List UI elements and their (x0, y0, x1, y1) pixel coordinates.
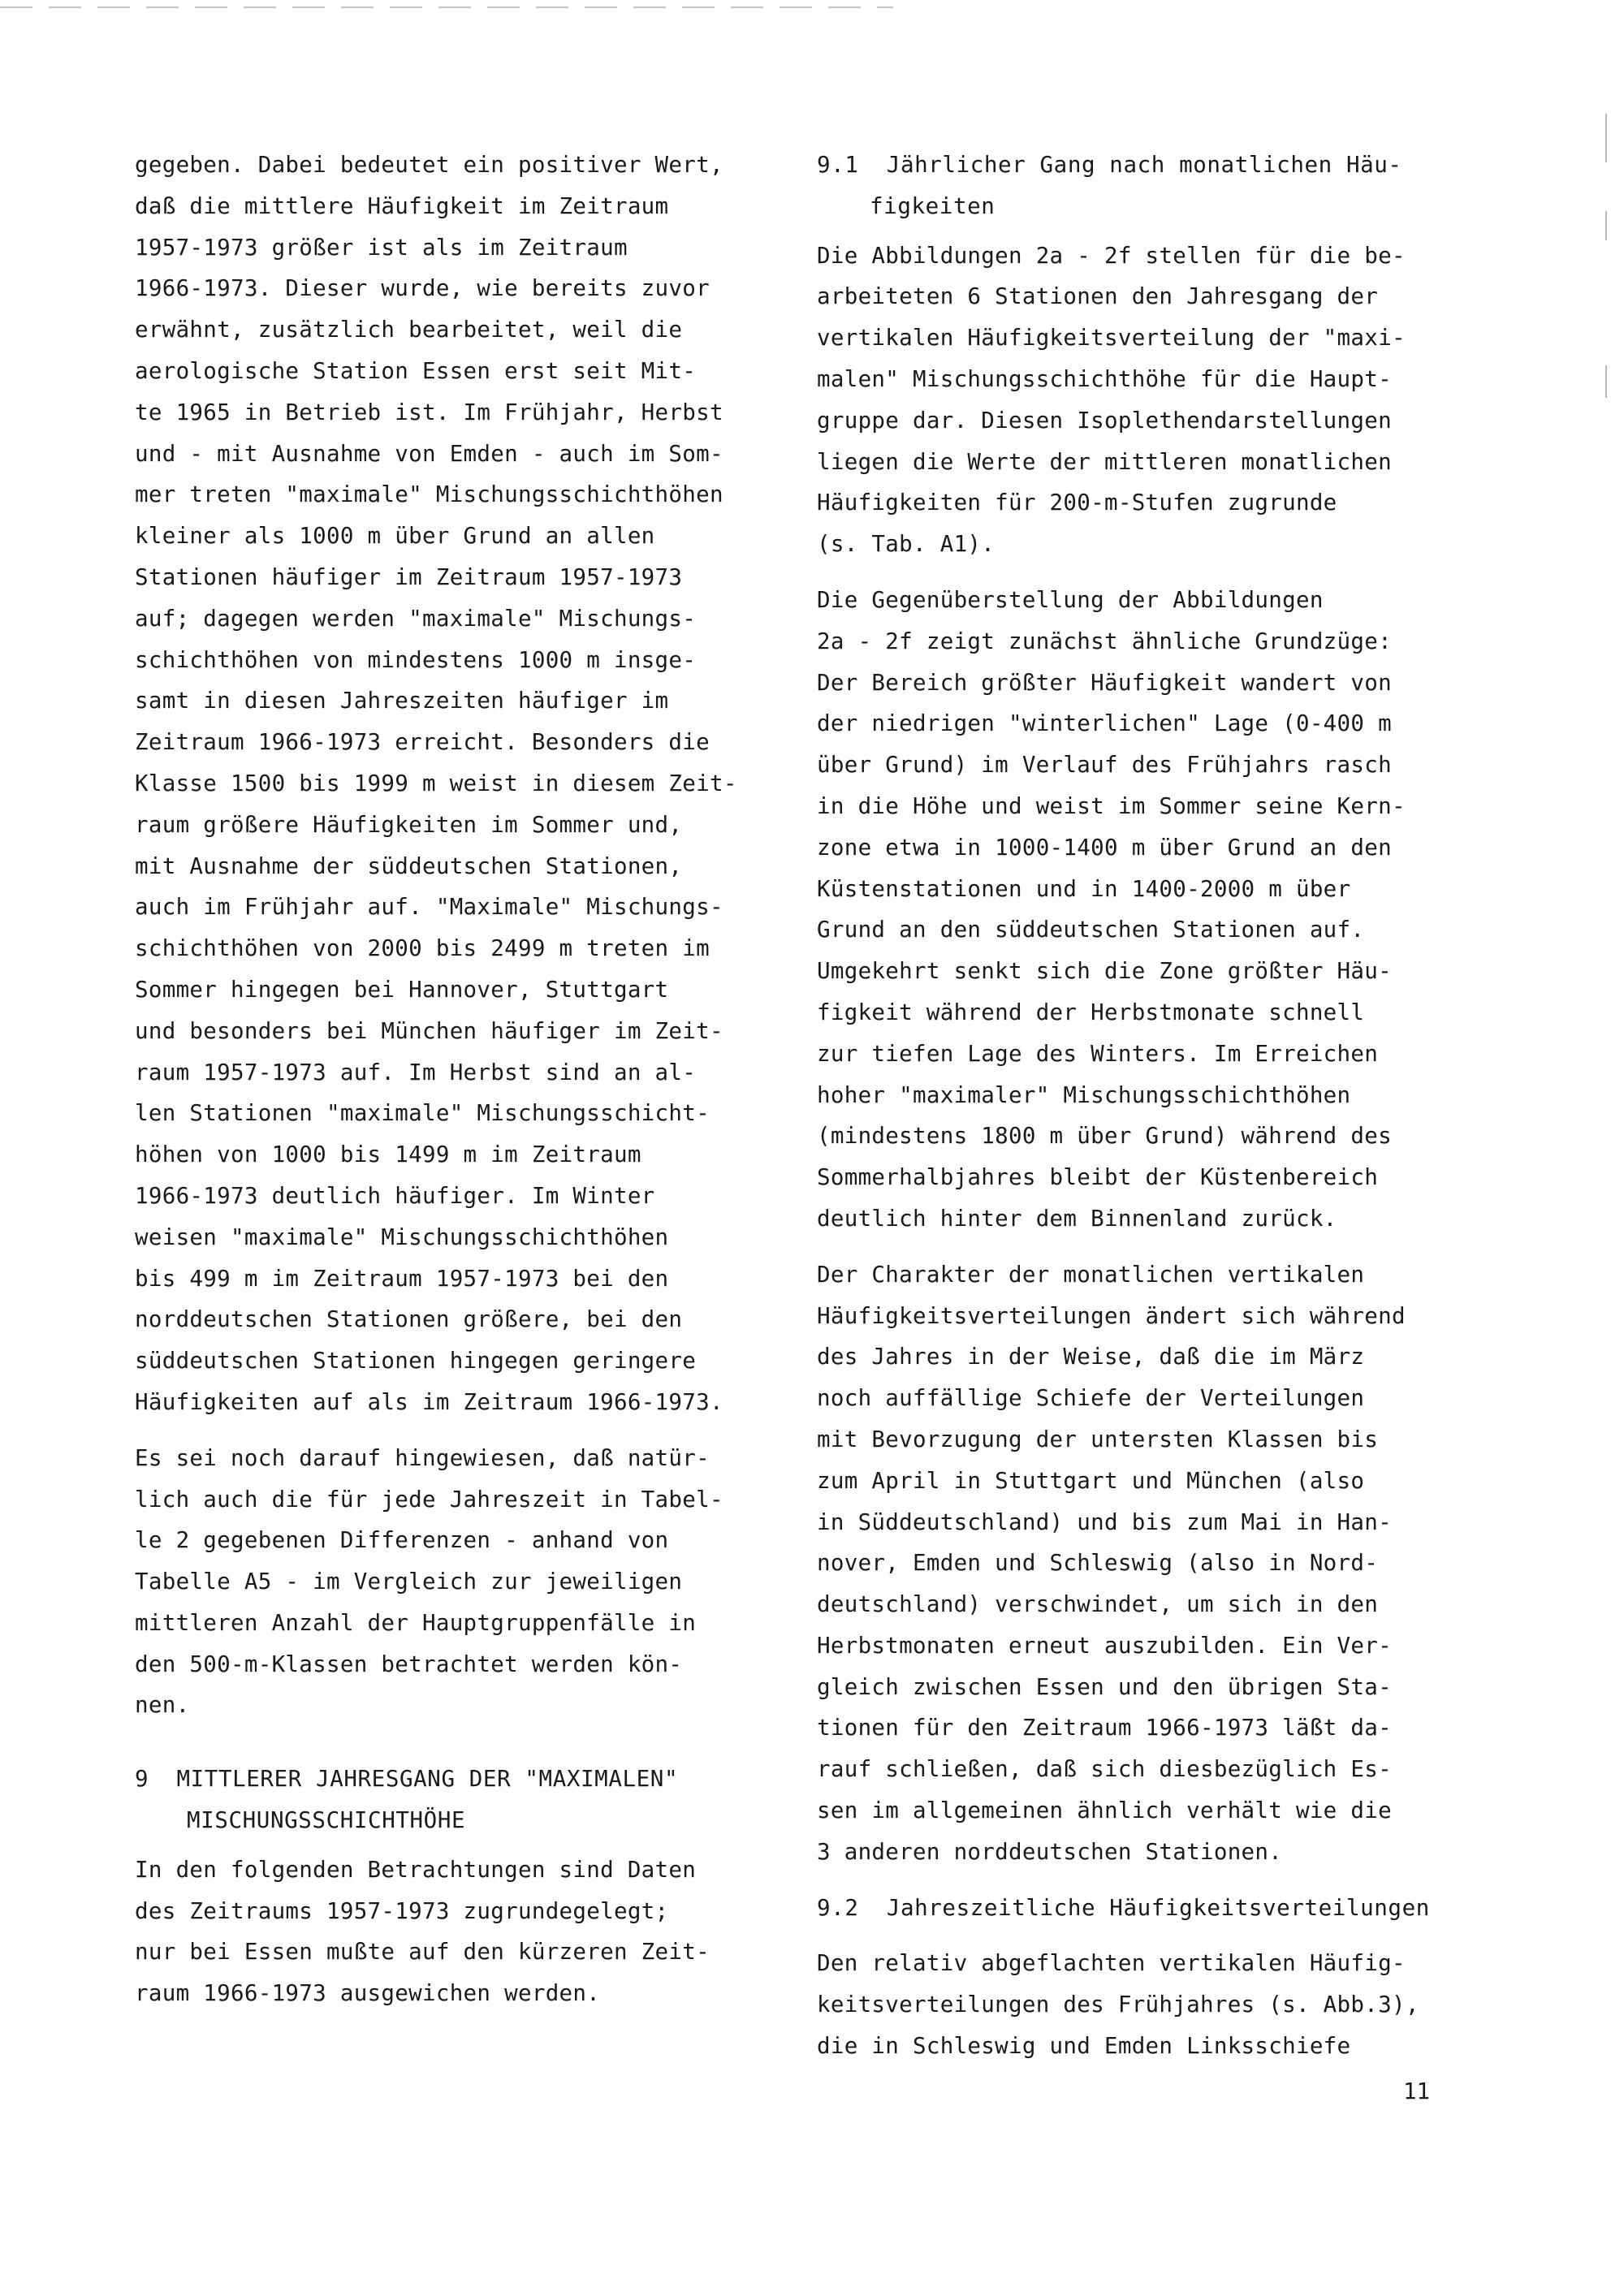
text-line: nover, Emden und Schleswig (also in Nord- (817, 1550, 1379, 1577)
text-line: mit Bevorzugung der untersten Klassen bis (817, 1426, 1379, 1452)
text-line: 1966-1973 deutlich häufiger. Im Winter (135, 1182, 655, 1209)
text-line: mit Ausnahme der süddeutschen Stationen, (135, 852, 683, 879)
text-line: te 1965 in Betrieb ist. Im Frühjahr, Herbst (135, 399, 723, 425)
text-line: Grund an den süddeutschen Stationen auf. (817, 917, 1365, 943)
text-line: Sommerhalbjahres bleibt der Küstenbereich (817, 1164, 1379, 1191)
text-line: Es sei noch darauf hingewiesen, daß natür- (135, 1444, 710, 1471)
text-line: (s. Tab. A1). (817, 531, 996, 558)
text-line: Der Charakter der monatlichen vertikalen (817, 1261, 1365, 1288)
text-line: gleich zwischen Essen und den übrigen Sta- (817, 1673, 1392, 1700)
text-line: Häufigkeiten für 200-m-Stufen zugrunde (817, 490, 1337, 516)
text-line: arbeiteten 6 Stationen den Jahresgang der (817, 283, 1379, 310)
text-line: hoher "maximaler" Mischungsschichthöhen (817, 1081, 1351, 1108)
text-line: auf; dagegen werden "maximale" Mischungs- (135, 605, 697, 632)
text-line: bis 499 m im Zeitraum 1957-1973 bei den (135, 1265, 669, 1292)
text-line: len Stationen "maximale" Mischungsschicht- (135, 1100, 710, 1127)
text-line: deutlich hinter dem Binnenland zurück. (817, 1205, 1337, 1232)
text-line: raum 1957-1973 auf. Im Herbst sind an al- (135, 1059, 697, 1085)
text-line: gruppe dar. Diesen Isoplethendarstellungen (817, 407, 1392, 434)
text-line: sen im allgemeinen ähnlich verhält wie die (817, 1798, 1392, 1824)
text-line: malen" Mischungsschichthöhe für die Haupt- (817, 365, 1392, 392)
text-line: raum größere Häufigkeiten im Sommer und, (135, 811, 683, 838)
text-line: Die Gegenüberstellung der Abbildungen (817, 586, 1324, 613)
text-line: weisen "maximale" Mischungsschichthöhen (135, 1224, 669, 1250)
text-line: des Jahres in der Weise, daß die im März (817, 1344, 1365, 1370)
text-line: noch auffällige Schiefe der Verteilungen (817, 1385, 1365, 1412)
section-heading-9-1 (817, 145, 1466, 227)
paragraph (135, 145, 772, 1423)
text-line: schichthöhen von 2000 bis 2499 m treten im (135, 935, 710, 962)
text-line: höhen von 1000 bis 1499 m im Zeitraum (135, 1142, 641, 1168)
text-line: erwähnt, zusätzlich bearbeitet, weil die (135, 317, 683, 343)
text-line: Häufigkeitsverteilungen ändert sich während (817, 1302, 1406, 1329)
text-line: deutschland) verschwindet, um sich in den (817, 1591, 1379, 1618)
text-line: schichthöhen von mindestens 1000 m insge- (135, 646, 697, 673)
left-column (135, 145, 772, 2014)
text-line: Umgekehrt senkt sich die Zone größter Häu- (817, 958, 1392, 985)
text-line: keitsverteilungen des Frühjahres (s. Abb.3), (817, 1992, 1419, 2018)
text-line: 2a - 2f zeigt zunächst ähnliche Grundzüge: (817, 628, 1392, 654)
right-edge-mark (1605, 365, 1607, 398)
text-line: In den folgenden Betrachtungen sind Daten (135, 1856, 697, 1883)
text-line: daß die mittlere Häufigkeit im Zeitraum (135, 192, 669, 219)
text-line: zum April in Stuttgart und München (also (817, 1467, 1365, 1494)
page-number: 11 (1403, 2078, 1431, 2104)
text-line: aerologische Station Essen erst seit Mit- (135, 357, 697, 384)
text-line: 3 anderen norddeutschen Stationen. (817, 1838, 1283, 1865)
text-line: 1966-1973. Dieser wurde, wie bereits zuvor (135, 275, 710, 302)
text-line: Sommer hingegen bei Hannover, Stuttgart (135, 976, 669, 1003)
text-line: samt in diesen Jahreszeiten häufiger im (135, 688, 669, 714)
section-heading-9-2 (817, 1888, 1466, 1929)
text-line: norddeutschen Stationen größere, bei den (135, 1306, 683, 1333)
text-line: in Süddeutschland) und bis zum Mai in Han- (817, 1508, 1392, 1535)
text-line: und - mit Ausnahme von Emden - auch im Som- (135, 440, 723, 467)
text-line: die in Schleswig und Emden Linksschiefe (817, 2033, 1351, 2060)
right-edge-mark (1605, 211, 1607, 240)
paragraph (817, 1254, 1466, 1873)
text-line: mittleren Anzahl der Hauptgruppenfälle in (135, 1609, 697, 1636)
text-line: über Grund) im Verlauf des Frühjahrs rasch (817, 752, 1392, 779)
text-line: Die Abbildungen 2a - 2f stellen für die be- (817, 242, 1406, 269)
section-heading-9 (135, 1759, 772, 1841)
text-line: zur tiefen Lage des Winters. Im Erreichen (817, 1040, 1379, 1067)
text-line: lich auch die für jede Jahreszeit in Tabel- (135, 1486, 723, 1513)
text-line: süddeutschen Stationen hingegen geringere (135, 1348, 697, 1375)
text-line: Klasse 1500 bis 1999 m weist in diesem Zeit- (135, 770, 737, 796)
text-line: figkeiten (870, 192, 996, 219)
text-line: 1957-1973 größer ist als im Zeitraum (135, 234, 628, 261)
text-line: 9.2 Jahreszeitliche Häufigkeitsverteilungen (817, 1894, 1430, 1921)
text-line: rauf schließen, daß sich diesbezüglich Es- (817, 1756, 1392, 1783)
paragraph (817, 235, 1466, 565)
text-line: liegen die Werte der mittleren monatlichen (817, 448, 1392, 475)
text-line: Küstenstationen und in 1400-2000 m über (817, 875, 1351, 902)
text-line: nur bei Essen mußte auf den kürzeren Zeit- (135, 1939, 710, 1966)
text-line: Herbstmonaten erneut auszubilden. Ein Ver- (817, 1632, 1392, 1659)
right-column (817, 145, 1466, 2067)
text-line: Stationen häufiger im Zeitraum 1957-1973 (135, 563, 683, 590)
text-line: mer treten "maximale" Mischungsschichthöhen (135, 481, 723, 508)
text-line: 9.1 Jährlicher Gang nach monatlichen Häu- (817, 152, 1402, 178)
paragraph (135, 1438, 772, 1727)
text-line: Tabelle A5 - im Vergleich zur jeweiligen (135, 1569, 683, 1595)
paragraph (135, 1849, 772, 2014)
text-line: des Zeitraums 1957-1973 zugrundegelegt; (135, 1897, 669, 1924)
text-line: vertikalen Häufigkeitsverteilung der "maxi- (817, 325, 1406, 352)
right-edge-mark (1605, 114, 1607, 162)
text-line: zone etwa in 1000-1400 m über Grund an den (817, 834, 1392, 861)
text-line: figkeit während der Herbstmonate schnell (817, 999, 1365, 1025)
text-line: Zeitraum 1966-1973 erreicht. Besonders die (135, 729, 710, 756)
text-line: gegeben. Dabei bedeutet ein positiver Wert, (135, 152, 723, 178)
text-line: der niedrigen "winterlichen" Lage (0-400 m (817, 710, 1392, 737)
text-line: raum 1966-1973 ausgewichen werden. (135, 1980, 601, 2007)
paragraph (817, 580, 1466, 1240)
text-line: in die Höhe und weist im Sommer seine Kern- (817, 792, 1406, 819)
text-line: tionen für den Zeitraum 1966-1973 läßt da- (817, 1715, 1392, 1741)
text-line: MISCHUNGSSCHICHTHÖHE (187, 1807, 466, 1834)
text-line: Den relativ abgeflachten vertikalen Häufig- (817, 1950, 1406, 1977)
text-line: Häufigkeiten auf als im Zeitraum 1966-1973. (135, 1388, 723, 1415)
text-line: den 500-m-Klassen betrachtet werden kön- (135, 1651, 683, 1677)
text-line: kleiner als 1000 m über Grund an allen (135, 523, 655, 550)
text-line: und besonders bei München häufiger im Zeit- (135, 1017, 723, 1044)
text-line: 9 MITTLERER JAHRESGANG DER "MAXIMALEN" (135, 1766, 679, 1793)
paragraph (817, 1943, 1466, 2066)
text-line: nen. (135, 1692, 190, 1719)
text-line: le 2 gegebenen Differenzen - anhand von (135, 1527, 669, 1554)
text-line: Der Bereich größter Häufigkeit wandert von (817, 669, 1392, 696)
text-line: (mindestens 1800 m über Grund) während des (817, 1123, 1392, 1150)
top-scan-rule (0, 6, 893, 8)
text-line: auch im Frühjahr auf. "Maximale" Mischungs- (135, 894, 723, 921)
